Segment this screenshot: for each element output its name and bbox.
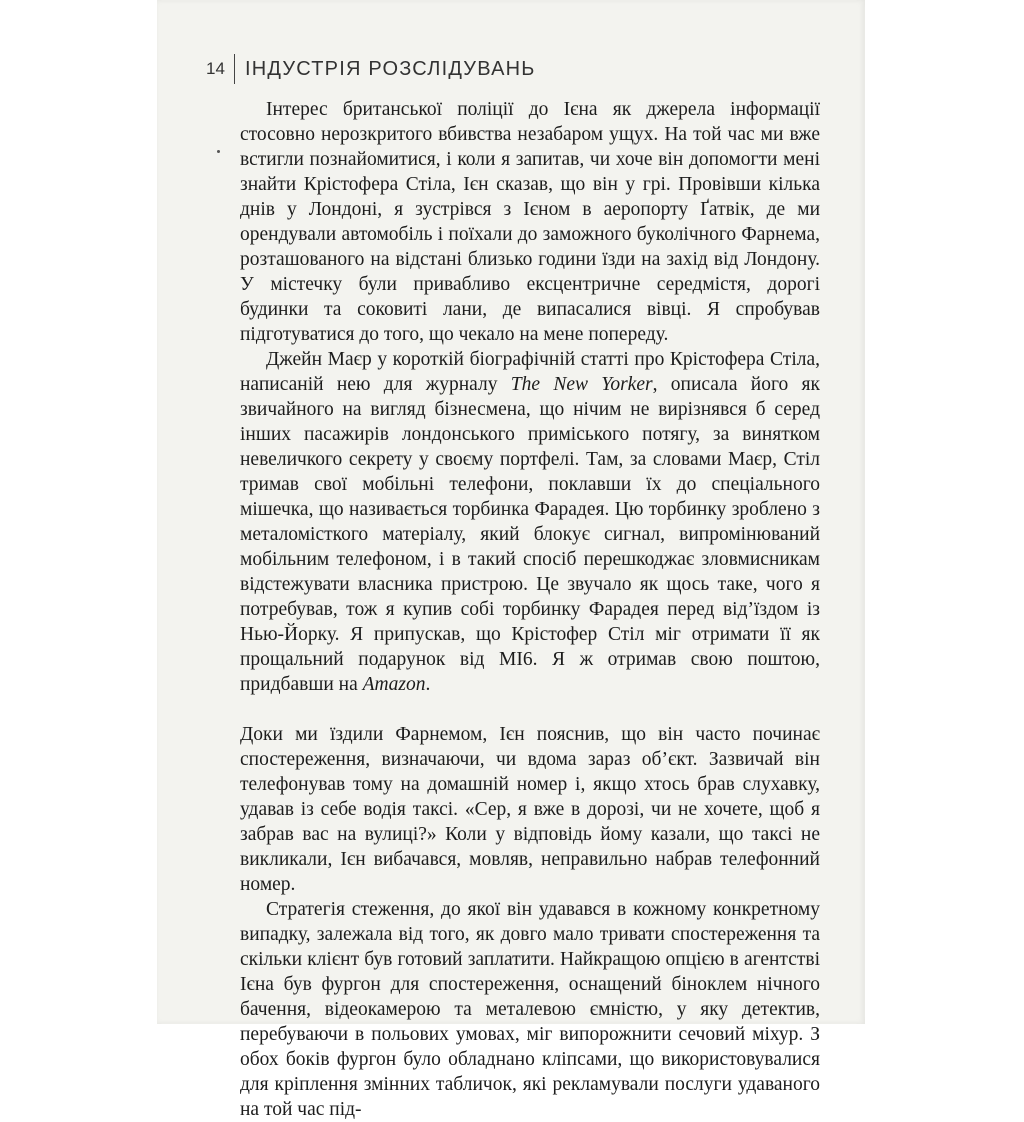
- paragraph-text: Доки ми їздили Фарнемом, Ієн пояснив, що він часто починає спостереження, визначаючи, чи вдома зараз об’єкт. Зазвичай він телефонував тому на домашній номер і, якщо хтось брав слухавку, удавав із себе водія таксі. «Сер, я вже в дорозі, чи не хочете, щоб я забрав вас на вулиці?» Коли у відповідь йому казали, що таксі не викликали, Ієн вибачався, мовляв, неправильно набрав телефонний номер.: [240, 724, 820, 895]
- paragraph-3: [240, 722, 820, 897]
- paragraph-1: [240, 97, 820, 347]
- store-name: Amazon: [362, 674, 426, 695]
- running-title: ІНДУСТРІЯ РОЗСЛІДУВАНЬ: [245, 57, 536, 80]
- page-number: 14: [206, 59, 225, 78]
- paragraph-text: Інтерес британської поліції до Ієна як джерела інформації стосовно нерозкритого вбивства незабаром ущух. На той час ми вже встигли познайомитися, і коли я запитав, чи хоче він допомогти мені знайти Крістофера Стіла, Ієн сказав, що він у грі. Провівши кілька днів у Лондоні, я зустрівся з Ієном в аеропорту Ґатвік, де ми орендували автомобіль і поїхали до заможного буколічного Фарнема, розташованого на відстані близько години їзди на захід від Лондону. У містечку були привабливо ексцентричне середмістя, дорогі будинки та соковиті лани, де випасалися вівці. Я спробував підготуватися до того, що чекало на мене попереду.: [240, 99, 820, 345]
- paragraph-text: Джейн Маєр у короткій біографічній статті про Крістофера Стіла, написаній нею для журналу: [240, 349, 820, 395]
- magazine-title: The New Yorker: [510, 374, 653, 395]
- section-break: [240, 697, 820, 722]
- paragraph-text: , описала його як звичайного на вигляд бізнесмена, що нічим не вирізнявся б серед інших пасажирів лондонського приміського потягу, за винятком невеличкого секрету у своєму портфелі. Там, за словами Маєр, Стіл тримав свої мобільні телефони, поклавши їх до спеціального мішечка, що називається торбинка Фарадея. Цю торбинку зроблено з металомісткого матеріалу, який блокує сигнал, випромінюваний мобільним телефоном, і в такий спосіб перешкоджає зловмисникам відстежувати власника пристрою. Це звучало як щось таке, чого я потребував, тож я купив собі торбинку Фарадея перед від’їздом із Нью-Йорку. Я припускав, що Крістофер Стіл міг отримати її як прощальний подарунок від МІ6. Я ж отримав свою поштою, придбавши на: [240, 374, 820, 695]
- paragraph-text: Стратегія стеження, до якої він удавався в кожному конкретному випадку, залежала від того, як довго мало тривати спостереження та скільки клієнт був готовий заплатити. Найкращою опцією в агентстві Ієна був фургон для спостереження, оснащений біноклем нічного бачення, відеокамерою та металевою ємністю, у яку детектив, перебуваючи в польових умовах, міг випорожнити сечовий міхур. З обох боків фургон було обладнано кліпсами, що використовувалися для кріплення змінних табличок, які рекламували послуги удаваного на той час під-: [240, 899, 820, 1120]
- paragraph-text: .: [425, 674, 431, 695]
- body-text: [240, 97, 820, 1122]
- running-header: [206, 52, 536, 86]
- paragraph-2: [240, 347, 820, 697]
- margin-speck: [217, 150, 220, 153]
- header-divider: [234, 54, 235, 84]
- paragraph-4: [240, 897, 820, 1122]
